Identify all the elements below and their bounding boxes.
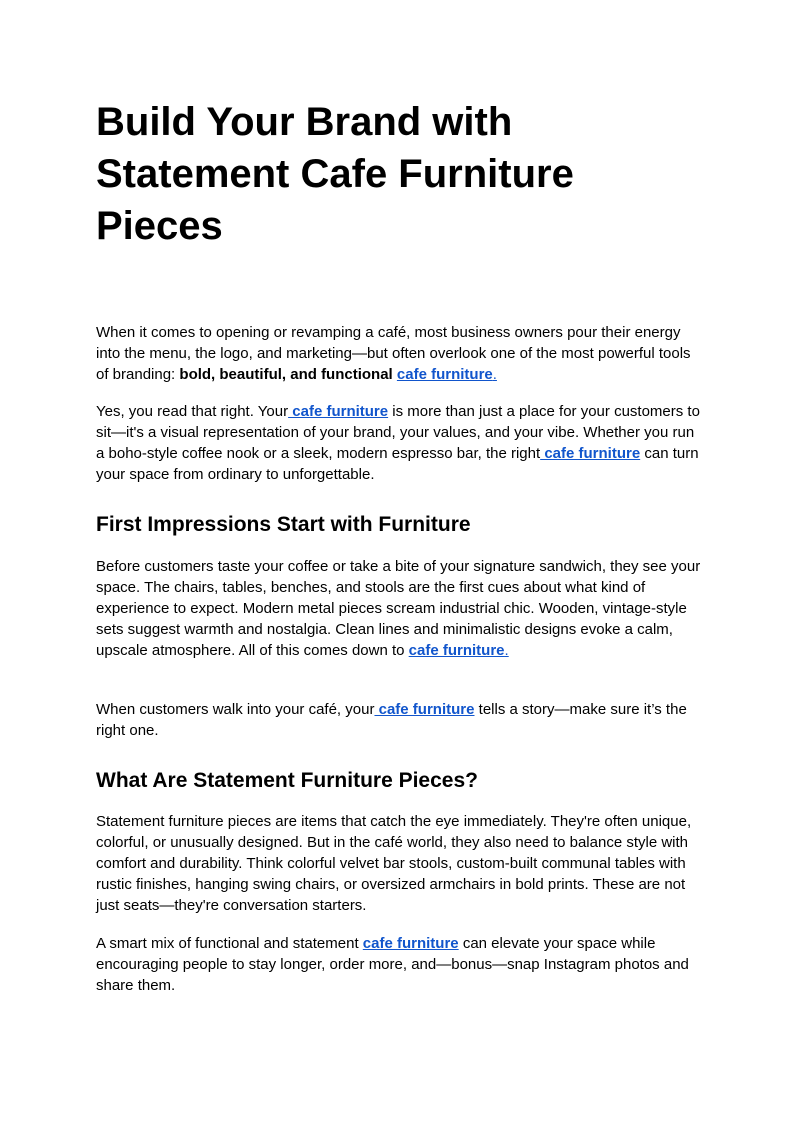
section1-p2-text-b: tells a story—make sure it’s the right one. [96,701,687,739]
section1-p2-text-a: When customers walk into your café, your [96,701,375,718]
cafe-furniture-link[interactable]: cafe furniture [362,935,459,952]
cafe-furniture-link[interactable]: cafe furniture [374,701,475,718]
section2-p2-text-a: A smart mix of functional and statement [96,935,363,952]
cafe-furniture-link[interactable]: cafe furniture [408,642,505,659]
section1-link-end[interactable]: . [504,642,509,659]
intro-link-end[interactable]: . [492,366,497,383]
cafe-furniture-link[interactable]: cafe furniture [288,403,389,420]
section1-paragraph-1 [96,556,706,661]
section2-paragraph-2 [96,933,706,996]
section1-p1-text: Before customers taste your coffee or take a bite of your signature sandwich, they see your space. The chairs, tables, benches, and stools are the first cues about what kind of experience to expect. Modern metal pieces scream industrial chic. Wooden, vintage-style sets suggest warmth and nostalgia. Clean lines and minimalistic designs evoke a calm, upscale atmosphere. All of this comes down to [96,558,701,659]
cafe-furniture-link[interactable]: cafe furniture [540,445,641,462]
page-title: Build Your Brand with Statement Cafe Furniture Pieces [96,100,574,248]
para2-text-c: can turn your space from ordinary to unforgettable. [96,445,699,483]
section-heading-statement-pieces: What Are Statement Furniture Pieces? [96,769,478,792]
section2-p2-text-b: can elevate your space while encouraging people to stay longer, order more, and—bonus—snap Instagram photos and share them. [96,935,689,994]
section-heading-first-impressions: First Impressions Start with Furniture [96,513,471,536]
intro-bold-text: bold, beautiful, and functional [179,366,393,383]
section1-paragraph-2 [96,699,706,741]
intro-paragraph [96,322,706,385]
cafe-furniture-link[interactable]: cafe furniture [396,366,493,383]
body-paragraph-2 [96,401,706,485]
para2-text-b: is more than just a place for your customers to sit—it's a visual representation of your brand, your values, and your vibe. Whether you run a boho-style coffee nook or a sleek, modern espresso bar, the right [96,403,700,462]
intro-text: When it comes to opening or revamping a café, most business owners pour their energy into the menu, the logo, and marketing—but often overlook one of the most powerful tools of branding: [96,324,691,383]
section2-paragraph-1: Statement furniture pieces are items that catch the eye immediately. They're often unique, colorful, or unusually designed. But in the café world, they also need to balance style with comfort and durability. Think colorful velvet bar stools, custom-built communal tables with rustic finishes, hanging swing chairs, or oversized armchairs in bold prints. These are not just seats—they're conversation starters. [96,813,692,914]
para2-text-a: Yes, you read that right. Your [96,403,289,420]
